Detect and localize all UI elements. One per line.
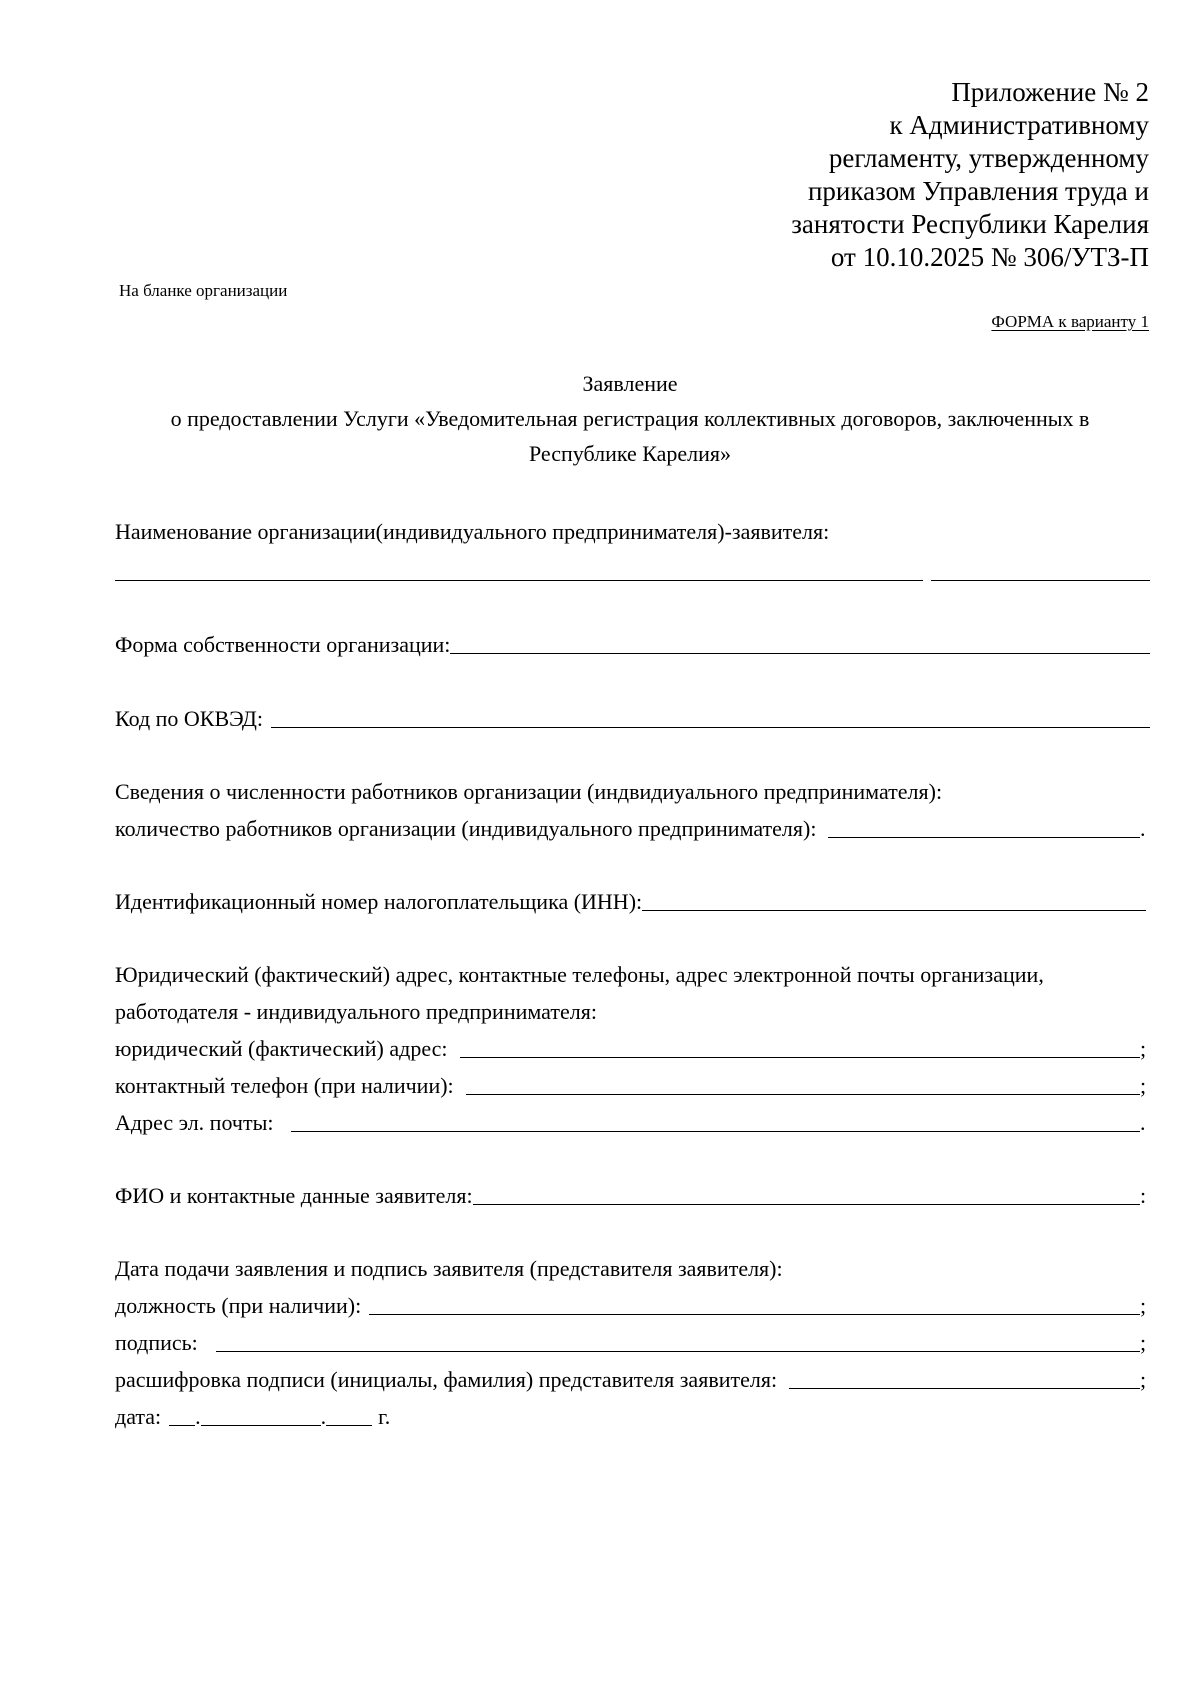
blank-note: На бланке организации <box>119 281 288 300</box>
headcount-label: количество работников организации (индивидуального предпринимателя): <box>115 816 817 841</box>
contacts-heading-row-2 <box>115 996 1150 1026</box>
ownership-field[interactable] <box>450 652 1150 654</box>
legal-address-label: юридический (фактический) адрес: <box>115 1036 448 1061</box>
approval-line-4: приказом Управления труда и <box>807 176 1149 206</box>
position-field[interactable] <box>369 1313 1140 1315</box>
form-variant: ФОРМА к варианту 1 <box>991 312 1149 331</box>
contacts-heading-row-1 <box>115 959 1150 989</box>
date-separator-1: . <box>195 1404 201 1429</box>
email-field[interactable] <box>291 1130 1140 1132</box>
inn-field[interactable] <box>642 909 1146 911</box>
ownership-label: Форма собственности организации: <box>115 632 451 657</box>
org-name-lines-row <box>115 556 1150 586</box>
date-year-suffix: г. <box>378 1404 391 1429</box>
signature-heading: Дата подачи заявления и подпись заявителя (представителя заявителя): <box>115 1256 783 1281</box>
org-name-row <box>115 516 1150 546</box>
title-line-3: Республике Карелия» <box>528 441 732 466</box>
title-line-2: о предоставлении Услуги «Уведомительная регистрация коллективных договоров, заключенных в <box>170 406 1090 431</box>
applicant-label: ФИО и контактные данные заявителя: <box>115 1183 473 1208</box>
email-label: Адрес эл. почты: <box>115 1110 274 1135</box>
okved-row <box>115 703 1150 733</box>
signature-decode-semicolon: ; <box>1140 1367 1147 1392</box>
applicant-field[interactable] <box>473 1203 1140 1205</box>
approval-block <box>589 76 1149 274</box>
org-name-label: Наименование организации(индивидуального предпринимателя)-заявителя: <box>115 519 830 544</box>
approval-line-6: от 10.10.2025 № 306/УТЗ-П <box>830 242 1149 272</box>
phone-semicolon: ; <box>1140 1073 1147 1098</box>
inn-label: Идентификационный номер налогоплательщика (ИНН): <box>115 889 643 914</box>
headcount-row <box>115 813 1150 843</box>
phone-label: контактный телефон (при наличии): <box>115 1073 454 1098</box>
phone-row <box>115 1070 1150 1100</box>
position-row <box>115 1290 1150 1320</box>
contacts-heading-1: Юридический (фактический) адрес, контактные телефоны, адрес электронной почты организации, <box>115 962 1044 987</box>
signature-decode-row <box>115 1364 1150 1394</box>
date-label: дата: <box>115 1404 162 1429</box>
inn-row <box>115 886 1150 916</box>
date-year-field[interactable] <box>326 1424 372 1426</box>
position-semicolon: ; <box>1140 1293 1147 1318</box>
approval-line-3: регламенту, утвержденному <box>828 143 1149 173</box>
email-period: . <box>1140 1110 1146 1135</box>
okved-field[interactable] <box>271 726 1150 728</box>
contacts-heading-2: работодателя - индивидуального предпринимателя: <box>115 999 597 1024</box>
signature-heading-row <box>115 1253 1150 1283</box>
approval-line-5: занятости Республики Карелия <box>791 209 1149 239</box>
document-title <box>100 366 1160 471</box>
applicant-row <box>115 1180 1150 1210</box>
signature-decode-label: расшифровка подписи (инициалы, фамилия) представителя заявителя: <box>115 1367 778 1392</box>
date-separator-2: . <box>320 1404 327 1429</box>
headcount-field[interactable] <box>828 836 1140 838</box>
signature-row <box>115 1327 1150 1357</box>
approval-line-1: Приложение № 2 <box>951 77 1149 107</box>
signature-label: подпись: <box>115 1330 198 1355</box>
signature-decode-field[interactable] <box>789 1387 1140 1389</box>
signature-semicolon: ; <box>1140 1330 1147 1355</box>
okved-label: Код по ОКВЭД: <box>115 706 263 731</box>
date-row <box>115 1401 1150 1431</box>
email-row <box>115 1107 1150 1137</box>
headcount-period: . <box>1140 816 1146 841</box>
date-month-field[interactable] <box>201 1424 321 1426</box>
legal-address-field[interactable] <box>460 1056 1140 1058</box>
title-line-1: Заявление <box>582 371 678 396</box>
legal-address-semicolon: ; <box>1140 1036 1147 1061</box>
position-label: должность (при наличии): <box>115 1293 362 1318</box>
org-name-field[interactable] <box>115 579 923 581</box>
headcount-heading-row <box>115 776 1150 806</box>
org-name-field-2[interactable] <box>931 579 1150 581</box>
phone-field[interactable] <box>466 1093 1140 1095</box>
ownership-row <box>115 629 1150 659</box>
legal-address-row <box>115 1033 1150 1063</box>
headcount-heading: Сведения о численности работников организации (индвидиуального предпринимателя): <box>115 779 943 804</box>
signature-field[interactable] <box>216 1350 1140 1352</box>
date-day-field[interactable] <box>169 1424 195 1426</box>
approval-line-2: к Административному <box>889 110 1149 140</box>
applicant-colon: : <box>1140 1183 1147 1208</box>
